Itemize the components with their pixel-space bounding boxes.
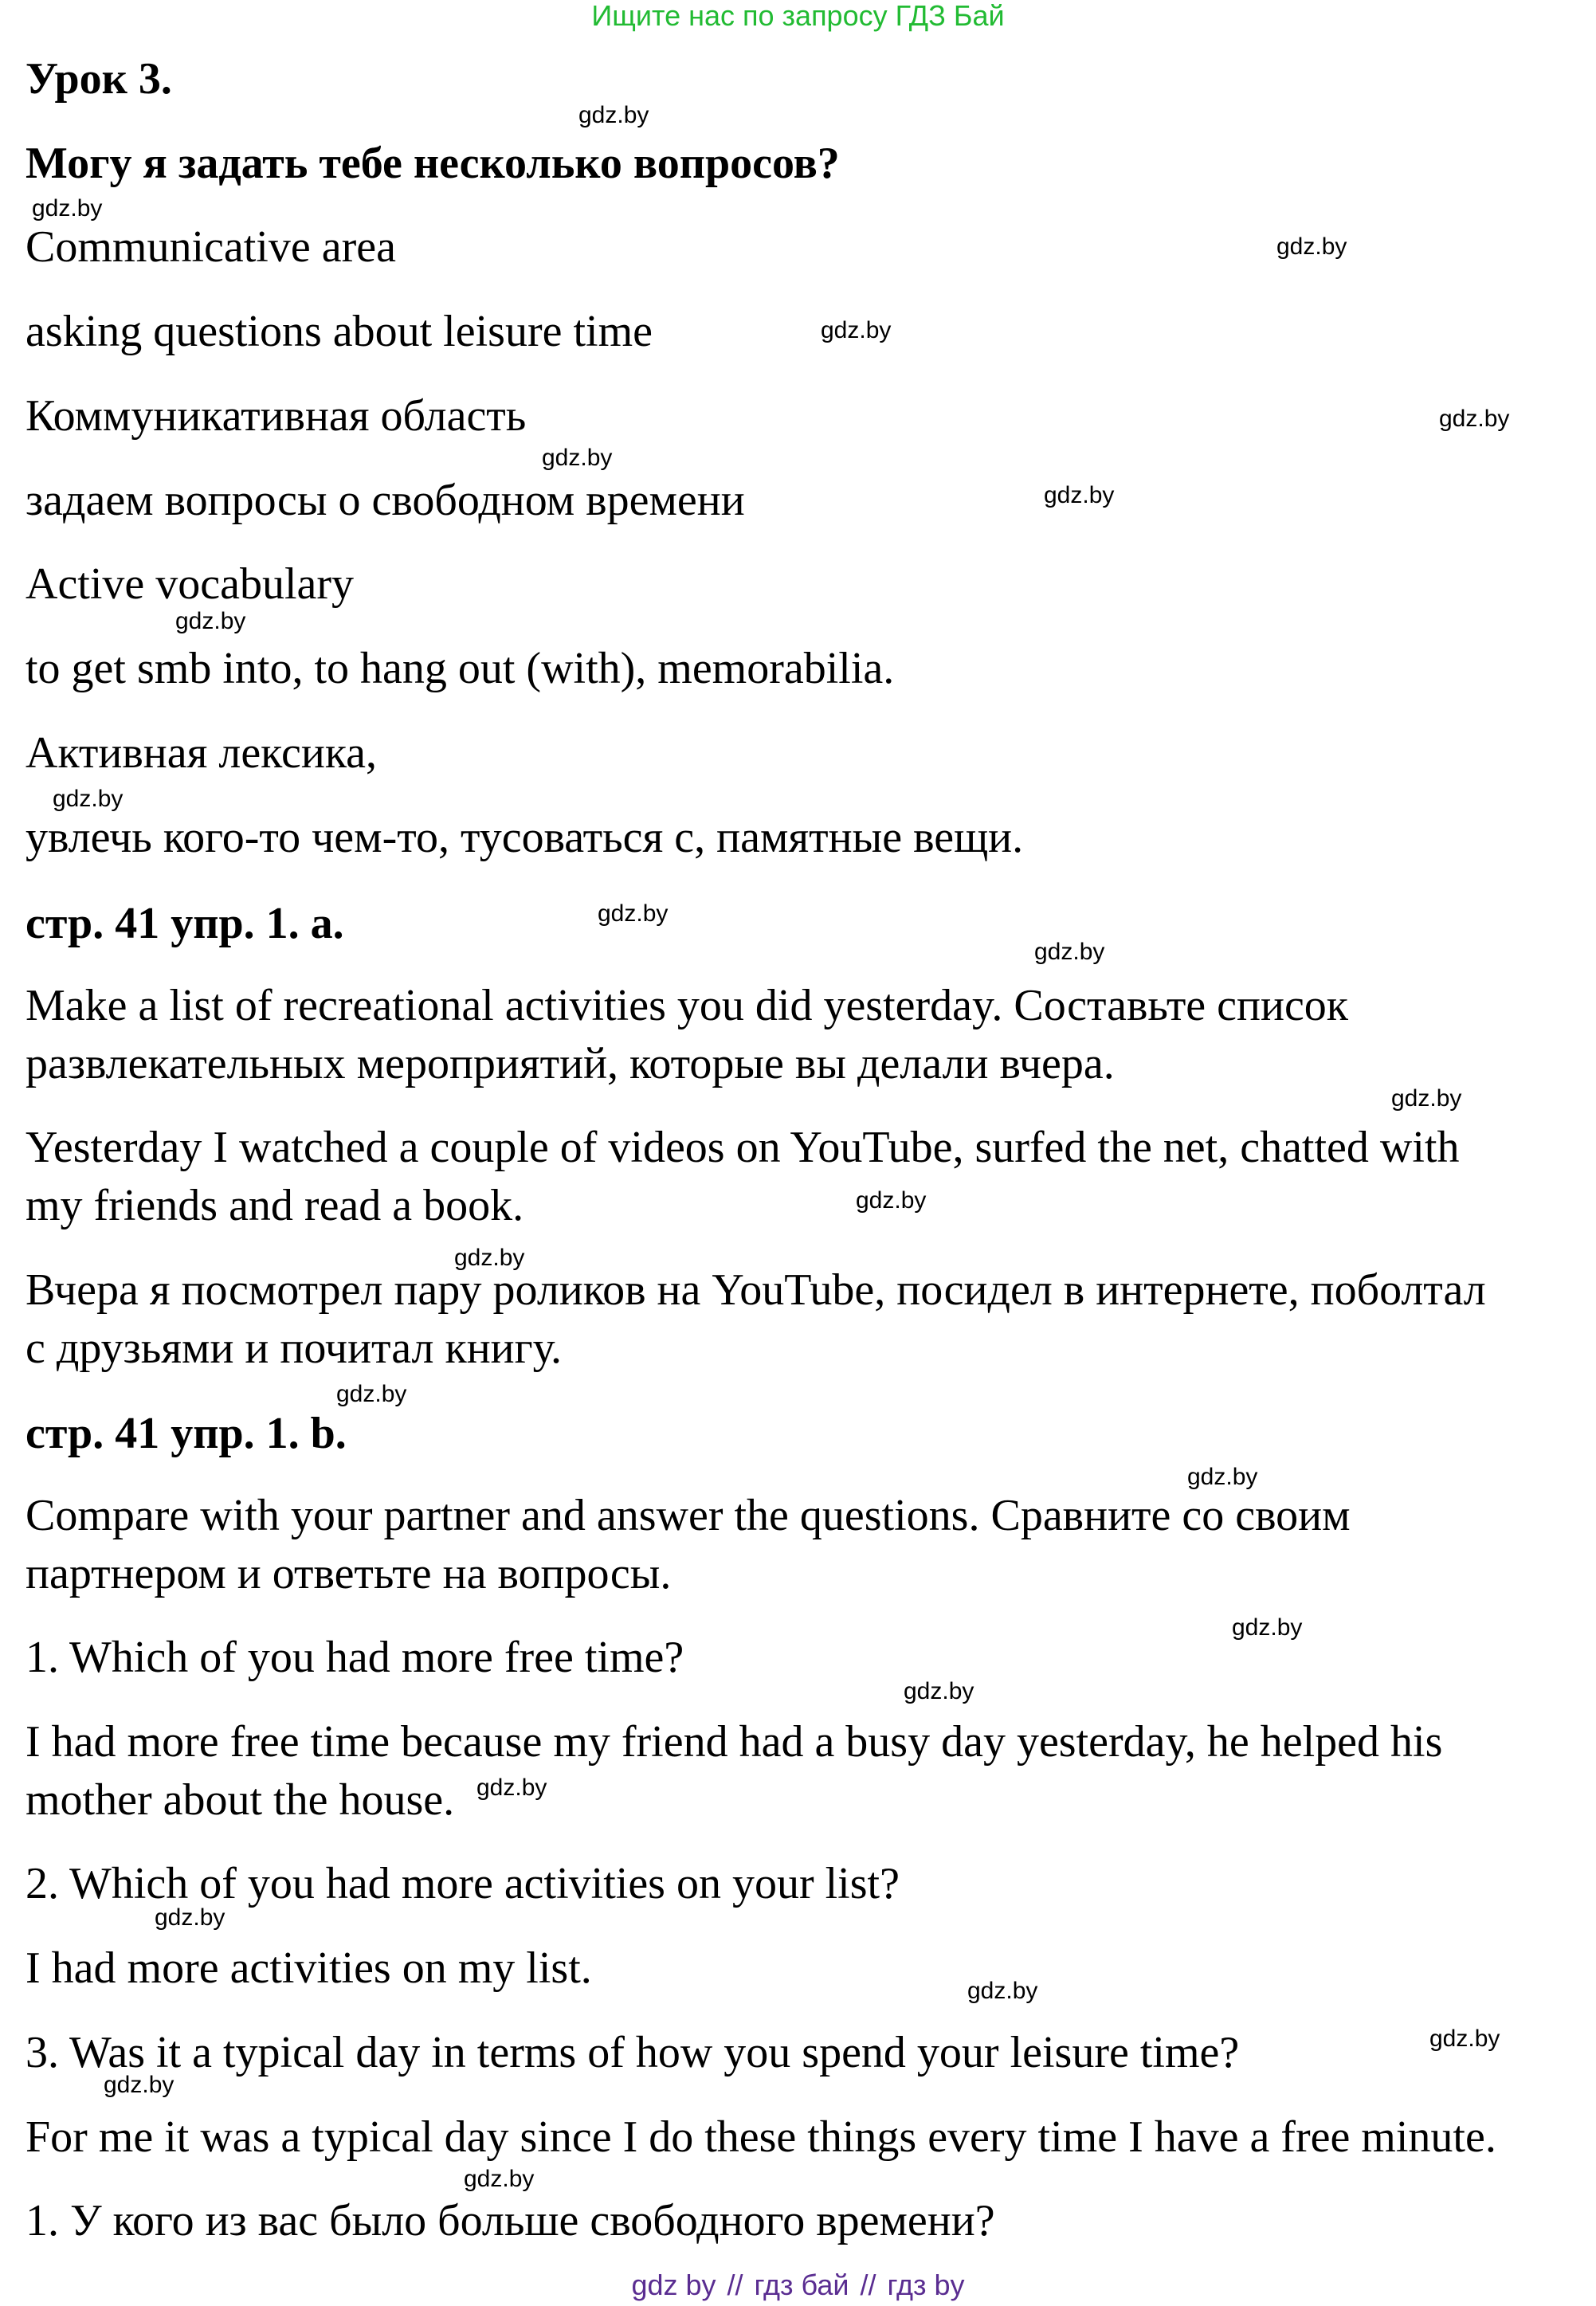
- exercise-1b-question-3: 3. Was it a typical day in terms of how you spend your leisure time?: [25, 2028, 1240, 2077]
- watermark: gdz.by: [1391, 1085, 1462, 1112]
- active-vocabulary-label-ru: Активная лексика,: [25, 728, 378, 778]
- watermark: gdz.by: [104, 2072, 175, 2098]
- top-banner: Ищите нас по запросу ГДЗ Бай: [591, 0, 1005, 32]
- footer-part-2: гдз бай: [754, 2269, 849, 2301]
- watermark: gdz.by: [336, 1381, 407, 1407]
- exercise-1b-question-1-ru: 1. У кого из вас было больше свободного времени?: [25, 2196, 995, 2245]
- exercise-1b-answer-1-line-2: mother about the house.: [25, 1775, 455, 1825]
- communicative-area-value-en: asking questions about leisure time: [25, 307, 653, 356]
- exercise-1a-heading: стр. 41 упр. 1. a.: [25, 899, 344, 948]
- watermark: gdz.by: [1276, 233, 1347, 260]
- watermark: gdz.by: [1429, 2026, 1500, 2052]
- active-vocabulary-value-ru: увлечь кого-то чем-то, тусоваться с, памятные вещи.: [25, 813, 1024, 862]
- lesson-title: Урок 3.: [25, 54, 172, 104]
- footer-part-1: gdz by: [631, 2269, 716, 2301]
- watermark: gdz.by: [1439, 406, 1510, 432]
- exercise-1a-answer-ru-line-1: Вчера я посмотрел пару роликов на YouTube, посидел в интернете, поболтал: [25, 1265, 1486, 1315]
- exercise-1a-answer-ru-line-2: с друзьями и почитал книгу.: [25, 1324, 563, 1373]
- watermark: gdz.by: [464, 2166, 535, 2192]
- watermark: gdz.by: [821, 317, 892, 343]
- watermark: gdz.by: [856, 1187, 927, 1214]
- active-vocabulary-label-en: Active vocabulary: [25, 559, 355, 609]
- footer-separator: //: [727, 2269, 743, 2301]
- lesson-subtitle: Могу я задать тебе несколько вопросов?: [25, 139, 840, 188]
- watermark: gdz.by: [904, 1678, 974, 1704]
- watermark: gdz.by: [32, 195, 103, 222]
- exercise-1b-answer-2: I had more activities on my list.: [25, 1943, 592, 1993]
- watermark: gdz.by: [578, 102, 649, 128]
- exercise-1b-question-2: 2. Which of you had more activities on your list?: [25, 1859, 900, 1908]
- footer-part-3: гдз by: [887, 2269, 965, 2301]
- communicative-area-value-ru: задаем вопросы о свободном времени: [25, 476, 745, 525]
- watermark: gdz.by: [1232, 1614, 1303, 1641]
- footer: [0, 2269, 1596, 2301]
- watermark: gdz.by: [1044, 482, 1115, 508]
- exercise-1b-answer-3: For me it was a typical day since I do these things every time I have a free minute.: [25, 2112, 1496, 2162]
- footer-separator: //: [860, 2269, 876, 2301]
- watermark: gdz.by: [542, 445, 613, 471]
- exercise-1a-answer-en-line-2: my friends and read a book.: [25, 1181, 524, 1230]
- watermark: gdz.by: [175, 608, 246, 634]
- watermark: gdz.by: [598, 900, 669, 927]
- communicative-area-label-ru: Коммуникативная область: [25, 391, 527, 441]
- watermark: gdz.by: [155, 1904, 225, 1931]
- exercise-1b-answer-1-line-1: I had more free time because my friend had a busy day yesterday, he helped his: [25, 1717, 1443, 1767]
- watermark: gdz.by: [454, 1245, 525, 1271]
- active-vocabulary-value-en: to get smb into, to hang out (with), memorabilia.: [25, 644, 895, 693]
- exercise-1a-task-line-1: Make a list of recreational activities you did yesterday. Составьте список: [25, 981, 1349, 1030]
- communicative-area-label-en: Communicative area: [25, 222, 396, 272]
- watermark: gdz.by: [1034, 939, 1105, 965]
- watermark: gdz.by: [53, 786, 124, 812]
- exercise-1b-task-line-2: партнером и ответьте на вопросы.: [25, 1549, 672, 1598]
- exercise-1b-question-1: 1. Which of you had more free time?: [25, 1633, 684, 1682]
- exercise-1a-answer-en-line-1: Yesterday I watched a couple of videos on YouTube, surfed the net, chatted with: [25, 1123, 1460, 1172]
- watermark: gdz.by: [476, 1775, 547, 1801]
- exercise-1a-task-line-2: развлекательных мероприятий, которые вы делали вчера.: [25, 1039, 1115, 1088]
- watermark: gdz.by: [967, 1978, 1038, 2004]
- exercise-1b-heading: стр. 41 упр. 1. b.: [25, 1409, 347, 1458]
- exercise-1b-task-line-1: Compare with your partner and answer the questions. Сравните со своим: [25, 1491, 1351, 1540]
- watermark: gdz.by: [1187, 1464, 1258, 1490]
